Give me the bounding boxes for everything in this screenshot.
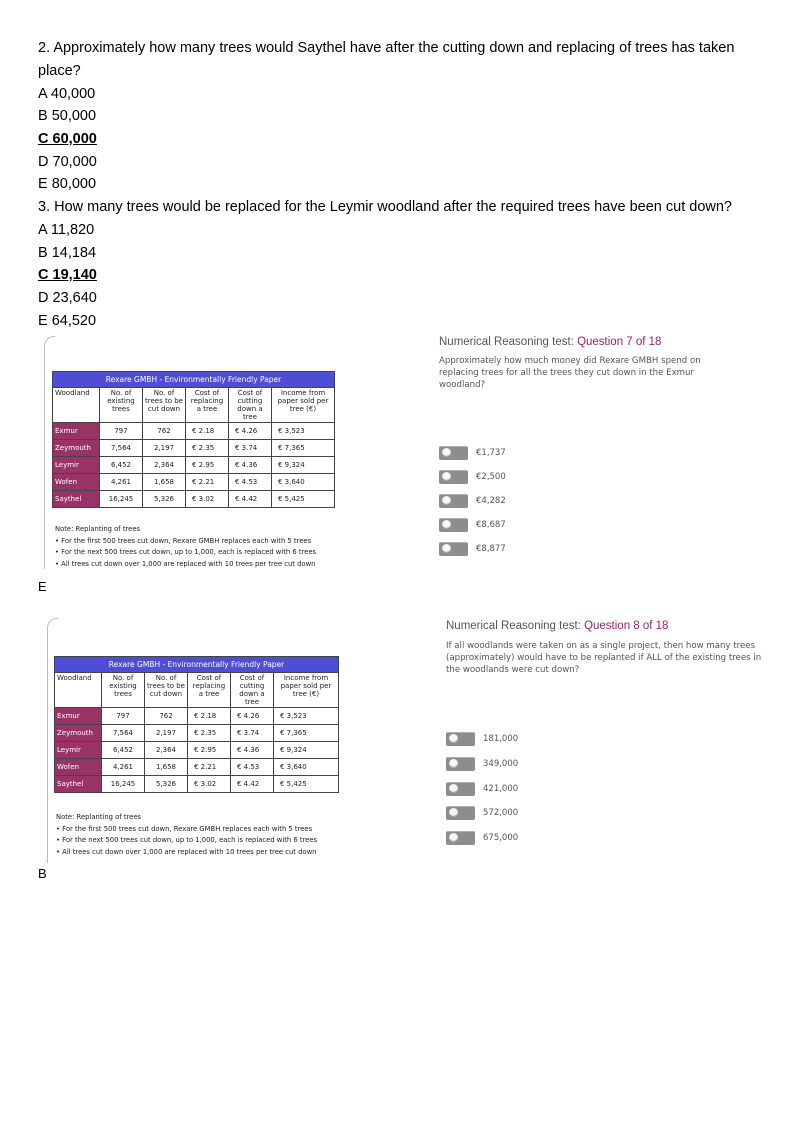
q2-answer-d: D 70,000 <box>38 154 97 170</box>
q7-option-1[interactable]: €1,737 <box>439 445 506 460</box>
table-cell: 2,364 <box>143 457 186 474</box>
q7-option-3[interactable]: €4,282 <box>439 493 506 508</box>
col-header-woodland: Woodland <box>53 388 100 423</box>
table-row <box>55 759 339 776</box>
table-cell: € 2.21 <box>186 474 229 491</box>
table-cell: € 3.74 <box>231 725 274 742</box>
table-cell: € 4.42 <box>229 491 272 508</box>
q7-answer-letter: E <box>38 579 47 594</box>
table-cell: € 2.18 <box>186 423 229 440</box>
table-cell: € 3.02 <box>188 776 231 793</box>
table-row <box>55 725 339 742</box>
q2-answer-e: E 80,000 <box>38 176 97 192</box>
table-cell: € 4.53 <box>229 474 272 491</box>
table-row <box>55 708 339 725</box>
question-3-text: 3. How many trees would be replaced for the Leymir woodland after the required trees have been cut down? <box>38 199 732 215</box>
table-cell: 762 <box>145 708 188 725</box>
radio-button[interactable] <box>446 732 475 746</box>
table-cell: 797 <box>102 708 145 725</box>
q7-option-4[interactable]: €8,687 <box>439 517 506 532</box>
q3-answer-d: D 23,640 <box>38 290 97 306</box>
q3-answer-c-correct: C 19,140 <box>38 267 97 283</box>
note-title: Note: Replanting of trees <box>56 813 142 821</box>
table-cell: 5,326 <box>143 491 186 508</box>
col-header-cut-cost: Cost of cutting down a tree <box>231 673 274 708</box>
question-7-prompt: Approximately how much money did Rexare GMBH spend on replacing trees for all the trees they cut down in the Exmur woodland? <box>439 356 701 390</box>
radio-button[interactable] <box>439 446 468 460</box>
table-row <box>53 423 335 440</box>
table-row <box>55 742 339 759</box>
q8-option-3[interactable]: 421,000 <box>446 781 518 796</box>
q7-option-2[interactable]: €2,500 <box>439 469 506 484</box>
table-cell: 7,564 <box>102 725 145 742</box>
woodland-name-cell: Wofen <box>55 759 102 776</box>
q8-option-2[interactable]: 349,000 <box>446 756 518 771</box>
table-cell: € 7,365 <box>274 725 339 742</box>
table-cell: 797 <box>100 423 143 440</box>
table-row <box>55 776 339 793</box>
table-cell: € 5,425 <box>274 776 339 793</box>
q3-answer-a: A 11,820 <box>38 222 95 238</box>
table-cell: € 3,523 <box>272 423 335 440</box>
table-title: Rexare GMBH - Environmentally Friendly Paper <box>55 657 339 673</box>
question-2-text: 2. Approximately how many trees would Saythel have after the cutting down and replacing of trees has taken <box>38 40 735 56</box>
table-row <box>53 491 335 508</box>
radio-button[interactable] <box>439 542 468 556</box>
table-cell: € 4.36 <box>231 742 274 759</box>
header-prefix: Numerical Reasoning test: <box>446 620 585 632</box>
table-cell: € 2.95 <box>188 742 231 759</box>
col-header-existing: No. of existing trees <box>100 388 143 423</box>
q2-answer-b: B 50,000 <box>38 108 97 124</box>
table-cell: 5,326 <box>145 776 188 793</box>
radio-button[interactable] <box>439 470 468 484</box>
q7-option-5[interactable]: €8,877 <box>439 541 506 556</box>
table-cell: € 7,365 <box>272 440 335 457</box>
col-header-existing: No. of existing trees <box>102 673 145 708</box>
col-header-woodland: Woodland <box>55 673 102 708</box>
col-header-cut: No. of trees to be cut down <box>143 388 186 423</box>
table-cell: 1,658 <box>145 759 188 776</box>
woodland-name-cell: Zeymouth <box>53 440 100 457</box>
table-cell: 16,245 <box>102 776 145 793</box>
table-cell: € 3,523 <box>274 708 339 725</box>
question-counter: Question 7 of 18 <box>577 336 662 348</box>
col-header-income: Income from paper sold per tree (€) <box>272 388 335 423</box>
data-table <box>52 371 335 508</box>
table-cell: 762 <box>143 423 186 440</box>
woodland-name-cell: Leymir <box>53 457 100 474</box>
table-cell: € 9,324 <box>272 457 335 474</box>
q2-answer-c-correct: C 60,000 <box>38 131 97 147</box>
question-8-prompt: If all woodlands were taken on as a single project, then how many trees (approximately) would have to be replanted if ALL of the existing trees in the woodlands were cut down? <box>446 641 762 675</box>
table-cell: € 4.26 <box>229 423 272 440</box>
table-row <box>53 457 335 474</box>
table-cell: € 2.21 <box>188 759 231 776</box>
radio-button[interactable] <box>446 757 475 771</box>
table-cell: 6,452 <box>102 742 145 759</box>
table-cell: 6,452 <box>100 457 143 474</box>
table-cell: € 2.18 <box>188 708 231 725</box>
q8-option-4[interactable]: 572,000 <box>446 805 518 820</box>
woodland-name-cell: Wofen <box>53 474 100 491</box>
col-header-cut-cost: Cost of cutting down a tree <box>229 388 272 423</box>
radio-button[interactable] <box>446 831 475 845</box>
table-cell: 2,364 <box>145 742 188 759</box>
table-cell: 4,261 <box>100 474 143 491</box>
radio-button[interactable] <box>446 806 475 820</box>
question-counter: Question 8 of 18 <box>584 620 669 632</box>
col-header-replace-cost: Cost of replacing a tree <box>186 388 229 423</box>
header-prefix: Numerical Reasoning test: <box>439 336 578 348</box>
table-note-2 <box>56 812 317 858</box>
question-7-header <box>439 336 661 348</box>
woodland-name-cell: Zeymouth <box>55 725 102 742</box>
table-title: Rexare GMBH - Environmentally Friendly Paper <box>53 372 335 388</box>
table-cell: 4,261 <box>102 759 145 776</box>
col-header-cut: No. of trees to be cut down <box>145 673 188 708</box>
note-line-2: • For the next 500 trees cut down, up to 1,000, each is replaced with 6 trees <box>55 548 317 556</box>
table-cell: € 3,640 <box>274 759 339 776</box>
q2-answer-a: A 40,000 <box>38 86 96 102</box>
table-cell: € 3,640 <box>272 474 335 491</box>
woodland-name-cell: Exmur <box>53 423 100 440</box>
woodland-name-cell: Exmur <box>55 708 102 725</box>
table-cell: 16,245 <box>100 491 143 508</box>
q8-answer-letter: B <box>38 866 47 881</box>
note-title: Note: Replanting of trees <box>55 525 141 533</box>
q3-answer-e: E 64,520 <box>38 313 97 329</box>
table-row <box>53 440 335 457</box>
table-cell: 2,197 <box>143 440 186 457</box>
note-line-1: • For the first 500 trees cut down, Rexare GMBH replaces each with 5 trees <box>56 824 313 833</box>
q3-answer-b: B 14,184 <box>38 245 97 261</box>
note-line-2: • For the next 500 trees cut down, up to 1,000, each is replaced with 6 trees <box>56 836 318 844</box>
table-cell: 1,658 <box>143 474 186 491</box>
table-cell: € 2.95 <box>186 457 229 474</box>
table-cell: € 5,425 <box>272 491 335 508</box>
woodland-name-cell: Saythel <box>55 776 102 793</box>
woodland-name-cell: Leymir <box>55 742 102 759</box>
table-note <box>55 524 316 570</box>
note-line-3: • All trees cut down over 1,000 are replaced with 10 trees per tree cut down <box>55 559 316 568</box>
woodland-name-cell: Saythel <box>53 491 100 508</box>
table-cell: € 3.74 <box>229 440 272 457</box>
data-table-2 <box>54 656 339 793</box>
note-line-3: • All trees cut down over 1,000 are replaced with 10 trees per tree cut down <box>56 847 317 856</box>
col-header-income: Income from paper sold per tree (€) <box>274 673 339 708</box>
table-cell: € 4.53 <box>231 759 274 776</box>
col-header-replace-cost: Cost of replacing a tree <box>188 673 231 708</box>
table-cell: € 4.26 <box>231 708 274 725</box>
table-cell: € 4.36 <box>229 457 272 474</box>
table-cell: 7,564 <box>100 440 143 457</box>
radio-button[interactable] <box>446 782 475 796</box>
table-cell: € 2.35 <box>186 440 229 457</box>
note-line-1: • For the first 500 trees cut down, Rexare GMBH replaces each with 5 trees <box>55 536 312 545</box>
table-cell: € 2.35 <box>188 725 231 742</box>
table-row <box>53 474 335 491</box>
table-cell: € 4.42 <box>231 776 274 793</box>
radio-button[interactable] <box>439 518 468 532</box>
question-2-text-cont: place? <box>38 63 81 79</box>
q8-option-1[interactable]: 181,000 <box>446 731 518 746</box>
q8-option-5[interactable]: 675,000 <box>446 830 518 845</box>
question-8-header <box>446 620 668 632</box>
table-cell: 2,197 <box>145 725 188 742</box>
radio-button[interactable] <box>439 494 468 508</box>
table-cell: € 9,324 <box>274 742 339 759</box>
table-cell: € 3.02 <box>186 491 229 508</box>
